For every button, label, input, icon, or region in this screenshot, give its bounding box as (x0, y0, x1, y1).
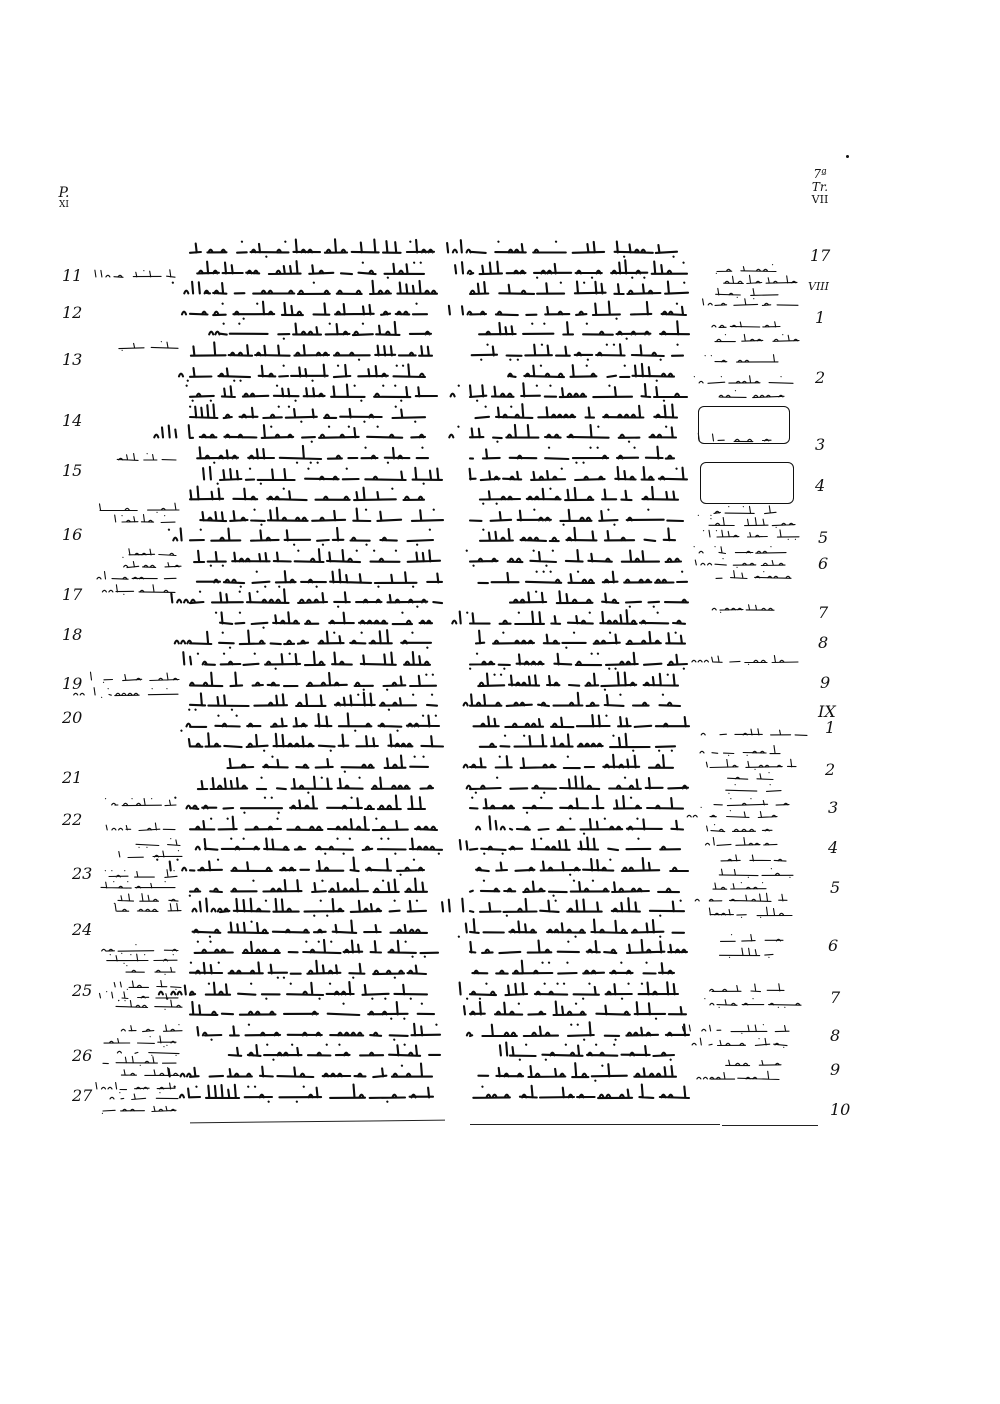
script-line (468, 306, 686, 318)
verse-number: IX (818, 702, 836, 721)
verse-number: 22 (62, 810, 83, 829)
verse-number: 24 (72, 920, 93, 939)
margin-note (708, 896, 787, 905)
script-line (468, 491, 678, 503)
script-line (188, 986, 427, 998)
verse-number: 6 (828, 936, 839, 955)
script-line (468, 388, 687, 400)
script-line (188, 738, 443, 750)
margin-note (717, 322, 780, 331)
margin-note (709, 826, 772, 835)
right-header-middle: Tr. (811, 180, 829, 195)
script-line (468, 1027, 689, 1039)
script-line (188, 800, 425, 812)
script-line (188, 780, 433, 792)
verse-number: 12 (62, 303, 83, 322)
margin-note (118, 1084, 175, 1093)
verse-number: 25 (72, 981, 93, 1000)
margin-note (102, 675, 179, 684)
script-line (468, 409, 677, 421)
margin-note (115, 906, 181, 915)
margin-note (719, 856, 786, 865)
bottom-rule (470, 1124, 720, 1125)
margin-note (715, 1026, 789, 1035)
right-header (806, 168, 834, 206)
script-line (188, 409, 425, 421)
script-line (468, 615, 685, 627)
margin-note (112, 272, 175, 281)
script-line (188, 594, 442, 606)
verse-number: 23 (72, 864, 93, 883)
script-line (218, 1047, 440, 1059)
script-line (508, 821, 683, 833)
script-line (468, 244, 677, 256)
margin-note (718, 605, 774, 614)
margin-note (715, 266, 776, 275)
left-header-bottom: XI (59, 200, 69, 211)
margin-note (120, 517, 175, 526)
margin-note (97, 956, 177, 965)
verse-number: 8 (830, 1026, 841, 1045)
margin-note (713, 560, 785, 569)
margin-note (125, 562, 181, 571)
script-line (203, 1027, 440, 1039)
script-line (188, 244, 434, 256)
margin-note (107, 690, 178, 699)
margin-note (114, 1002, 182, 1011)
verse-number: 8 (818, 633, 829, 652)
verse-number: 18 (62, 625, 83, 644)
verse-number: 21 (62, 768, 83, 787)
ink-speck (846, 155, 849, 158)
margin-note (718, 730, 807, 739)
script-line (468, 656, 687, 668)
script-line (188, 862, 424, 874)
verse-number: 9 (820, 673, 831, 692)
margin-note (707, 870, 793, 879)
script-line (468, 471, 687, 483)
script-line (188, 718, 439, 730)
script-line (188, 1068, 432, 1080)
script-line (188, 883, 427, 895)
margin-note (708, 762, 796, 771)
margin-note (708, 910, 792, 919)
script-line (188, 697, 437, 709)
margin-note (715, 1000, 801, 1009)
margin-note (707, 520, 795, 529)
script-line (468, 1089, 689, 1101)
bottom-rule (722, 1125, 818, 1126)
verse-number: 20 (62, 708, 83, 727)
script-line (188, 924, 427, 936)
script-line (203, 656, 430, 668)
script-line (468, 986, 678, 998)
script-line (468, 697, 680, 709)
script-line (203, 285, 437, 297)
script-line (188, 388, 437, 400)
script-line (508, 1047, 674, 1059)
verse-number: 17 (62, 585, 83, 604)
margin-note (116, 896, 178, 905)
script-line (218, 326, 431, 338)
script-line (188, 635, 431, 647)
margin-note (711, 884, 766, 893)
margin-note (718, 774, 773, 783)
script-line (468, 512, 683, 524)
margin-note (715, 786, 781, 795)
margin-note (134, 840, 180, 849)
script-line (468, 450, 674, 462)
margin-note (718, 392, 784, 401)
script-line (468, 800, 683, 812)
bottom-rule (190, 1120, 445, 1124)
margin-note (114, 587, 175, 596)
verse-number: 14 (62, 411, 83, 430)
script-line (188, 429, 425, 441)
script-line (468, 532, 675, 544)
verse-number: 2 (825, 760, 836, 779)
margin-note (716, 950, 773, 959)
verse-number: 4 (828, 838, 839, 857)
script-line (188, 965, 426, 977)
margin-note (119, 1094, 178, 1103)
margin-note (717, 548, 786, 557)
script-line (218, 615, 432, 627)
margin-note (710, 986, 784, 995)
script-line (218, 471, 442, 483)
right-header-bottom: VII (811, 193, 829, 207)
margin-note (110, 574, 176, 583)
script-line (508, 594, 688, 606)
script-line (468, 347, 683, 359)
margin-note (101, 1058, 176, 1067)
script-line (468, 965, 674, 977)
script-line (218, 759, 428, 771)
margin-note (98, 505, 179, 514)
verse-number: 5 (818, 528, 829, 547)
margin-note (712, 508, 776, 517)
script-line (468, 265, 687, 277)
verse-number: 7 (818, 603, 829, 622)
verse-number: 5 (830, 878, 841, 897)
script-line (468, 780, 688, 792)
verse-number: 19 (62, 674, 83, 693)
verse-number: 27 (72, 1086, 93, 1105)
margin-note (711, 657, 798, 666)
verse-number: 9 (830, 1060, 841, 1079)
script-line (468, 635, 685, 647)
script-line (188, 574, 442, 586)
script-line (203, 841, 442, 853)
margin-note (124, 825, 175, 834)
script-line (188, 677, 436, 689)
margin-note (715, 840, 777, 849)
script-line (468, 883, 679, 895)
margin-note (714, 573, 791, 582)
margin-note (107, 872, 177, 881)
boxed-note (700, 462, 794, 504)
script-line (188, 553, 440, 565)
verse-number: 13 (62, 350, 83, 369)
verse-number: 2 (815, 368, 826, 387)
margin-note (124, 967, 175, 976)
script-line (468, 1068, 676, 1080)
script-line (468, 862, 688, 874)
verse-number: VIII (808, 280, 829, 293)
verse-number: 7 (830, 988, 841, 1007)
script-line (468, 285, 688, 297)
script-line (468, 718, 689, 730)
script-line (468, 924, 684, 936)
script-line (188, 1006, 434, 1018)
script-line (468, 944, 687, 956)
verse-number: 10 (830, 1100, 851, 1119)
verse-number: 1 (815, 308, 826, 327)
script-line (188, 532, 433, 544)
script-line (188, 821, 437, 833)
script-line (218, 903, 426, 915)
margin-note (127, 982, 181, 991)
verse-number: 15 (62, 461, 83, 480)
script-line (188, 368, 425, 380)
script-line (468, 1006, 686, 1018)
margin-note (707, 1040, 787, 1049)
verse-number: 26 (72, 1046, 93, 1065)
margin-note (101, 1106, 176, 1115)
script-line (508, 368, 674, 380)
margin-note (719, 1060, 781, 1069)
margin-note (710, 748, 780, 757)
margin-note (712, 278, 797, 287)
margin-note (127, 550, 176, 559)
margin-note (713, 300, 798, 309)
left-header-top: P. (58, 185, 70, 201)
boxed-note (698, 406, 790, 444)
margin-note (127, 1026, 182, 1035)
script-line (188, 347, 432, 359)
script-line (468, 841, 680, 853)
verse-number: 17 (810, 246, 831, 265)
script-line (468, 574, 687, 586)
margin-note (708, 290, 778, 299)
margin-note (706, 378, 793, 387)
script-line (188, 491, 424, 503)
script-line (468, 759, 673, 771)
margin-note (120, 993, 178, 1002)
margin-note (713, 357, 778, 366)
margin-note (715, 532, 799, 541)
verse-number: 3 (815, 435, 826, 454)
margin-note (709, 1074, 779, 1083)
verse-number: 16 (62, 525, 83, 544)
margin-note (133, 1048, 179, 1057)
script-line (188, 450, 428, 462)
script-line (468, 903, 684, 915)
verse-number: 1 (825, 718, 836, 737)
script-line (188, 306, 427, 318)
margin-note (717, 936, 783, 945)
script-line (468, 553, 681, 565)
margin-note (113, 800, 176, 809)
script-line (188, 944, 438, 956)
margin-note (104, 946, 178, 955)
verse-number: 4 (815, 476, 826, 495)
right-header-top: 7ª (813, 167, 827, 181)
margin-note (708, 812, 777, 821)
script-line (468, 677, 678, 689)
verse-number: 11 (62, 266, 83, 285)
margin-note (126, 852, 182, 861)
margin-note (115, 343, 178, 352)
margin-note (99, 883, 175, 892)
left-header (52, 186, 76, 211)
script-line (188, 1089, 433, 1101)
script-line (188, 512, 443, 524)
margin-note (114, 455, 176, 464)
margin-note (712, 800, 789, 809)
verse-number: 3 (828, 798, 839, 817)
margin-note (116, 1070, 179, 1079)
margin-note (102, 1038, 176, 1047)
script-line (468, 326, 689, 338)
margin-note (713, 336, 799, 345)
script-line (468, 738, 675, 750)
script-line (468, 429, 676, 441)
script-line (188, 265, 424, 277)
verse-number: 6 (818, 554, 829, 573)
